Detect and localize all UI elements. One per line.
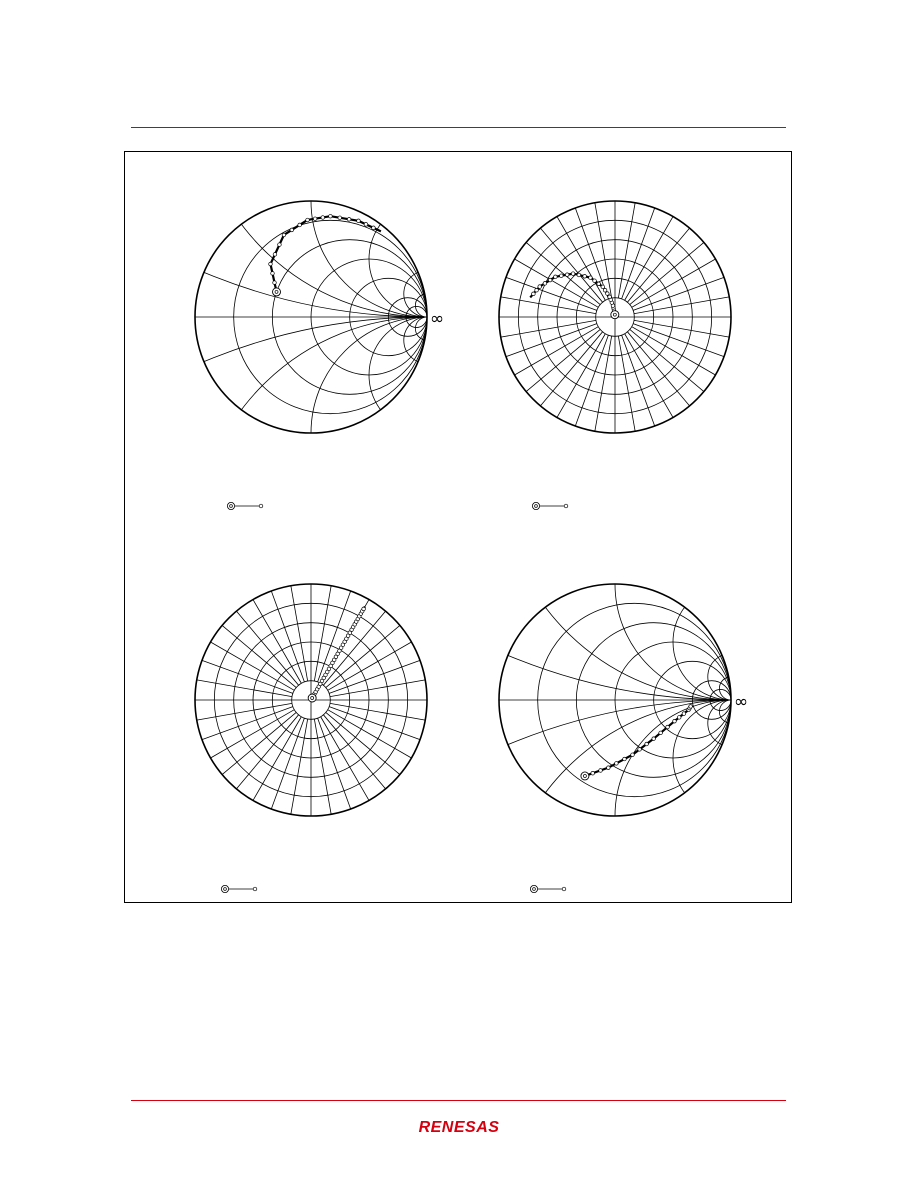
trace-point bbox=[298, 223, 302, 227]
trace-point bbox=[565, 273, 569, 277]
angle-spoke bbox=[540, 228, 602, 302]
trace-point bbox=[659, 731, 663, 735]
trace-point bbox=[548, 278, 552, 282]
trace-point bbox=[682, 712, 686, 716]
polar-chart-2 bbox=[186, 578, 436, 823]
trace-point bbox=[666, 725, 670, 729]
angle-spoke bbox=[526, 329, 600, 391]
trace-point bbox=[559, 274, 563, 278]
trace-point bbox=[321, 216, 325, 220]
trace-point bbox=[543, 282, 547, 286]
trace-point bbox=[357, 219, 361, 223]
legend-marker-1 bbox=[226, 500, 266, 512]
trace-point bbox=[589, 276, 593, 280]
trace-point bbox=[677, 716, 681, 720]
legend-marker-4 bbox=[529, 883, 569, 895]
trace-point bbox=[362, 607, 366, 611]
trace-point bbox=[269, 262, 273, 266]
svg-text:RENESAS: RENESAS bbox=[418, 1119, 500, 1136]
start-marker bbox=[308, 694, 316, 702]
angle-spoke bbox=[627, 332, 689, 406]
trace-point bbox=[329, 214, 333, 218]
start-marker bbox=[581, 772, 589, 780]
trace-point bbox=[372, 226, 376, 230]
trace-point bbox=[306, 218, 310, 222]
trace-point bbox=[290, 228, 294, 232]
trace-point bbox=[577, 273, 581, 277]
trace-point bbox=[532, 292, 536, 296]
trace-point bbox=[338, 216, 342, 220]
trace-point bbox=[554, 275, 558, 279]
trace-point bbox=[623, 757, 627, 761]
legend-marker-2 bbox=[531, 500, 571, 512]
trace-point bbox=[606, 292, 610, 296]
trace-point bbox=[282, 233, 286, 237]
angle-spoke bbox=[222, 625, 296, 687]
trace-point bbox=[597, 282, 601, 286]
smith-chart-impedance-2 bbox=[490, 578, 749, 823]
smith-chart-impedance-1 bbox=[186, 195, 445, 440]
trace-point bbox=[271, 272, 275, 276]
trace-point bbox=[535, 288, 539, 292]
trace-point bbox=[631, 753, 635, 757]
angle-spoke bbox=[326, 712, 400, 774]
trace-point bbox=[689, 705, 693, 709]
header-rule bbox=[131, 127, 786, 128]
trace-point bbox=[645, 742, 649, 746]
start-marker bbox=[611, 311, 619, 319]
trace-point bbox=[615, 762, 619, 766]
infinity-label: ∞ bbox=[734, 692, 749, 712]
angle-spoke bbox=[630, 242, 704, 304]
angle-spoke bbox=[540, 332, 602, 406]
trace-point bbox=[278, 243, 282, 247]
angle-spoke bbox=[236, 611, 298, 685]
trace-point bbox=[273, 281, 277, 285]
renesas-logo bbox=[400, 1113, 518, 1139]
trace-point bbox=[608, 295, 612, 299]
trace-point bbox=[601, 285, 605, 289]
trace-point bbox=[273, 253, 277, 257]
legend-marker-3 bbox=[220, 883, 260, 895]
infinity-label: ∞ bbox=[430, 309, 445, 329]
trace-point bbox=[313, 217, 317, 221]
trace-point bbox=[571, 272, 575, 276]
trace-point bbox=[599, 769, 603, 773]
trace-point bbox=[591, 771, 595, 775]
angle-spoke bbox=[236, 715, 298, 789]
trace-point bbox=[347, 217, 351, 221]
trace-point bbox=[583, 275, 587, 279]
trace-point bbox=[364, 223, 368, 227]
trace-point bbox=[652, 737, 656, 741]
footer-rule bbox=[131, 1100, 786, 1101]
trace-point bbox=[607, 766, 611, 770]
angle-spoke bbox=[630, 329, 704, 391]
trace-line bbox=[270, 216, 380, 292]
start-marker bbox=[273, 288, 281, 296]
trace-point bbox=[638, 748, 642, 752]
angle-spoke bbox=[526, 242, 600, 304]
trace-point bbox=[538, 285, 542, 289]
angle-spoke bbox=[627, 228, 689, 302]
polar-chart-1 bbox=[490, 195, 740, 440]
angle-spoke bbox=[323, 715, 385, 789]
trace-point bbox=[593, 279, 597, 283]
trace-point bbox=[673, 719, 677, 723]
trace-point bbox=[603, 288, 607, 292]
angle-spoke bbox=[222, 712, 296, 774]
